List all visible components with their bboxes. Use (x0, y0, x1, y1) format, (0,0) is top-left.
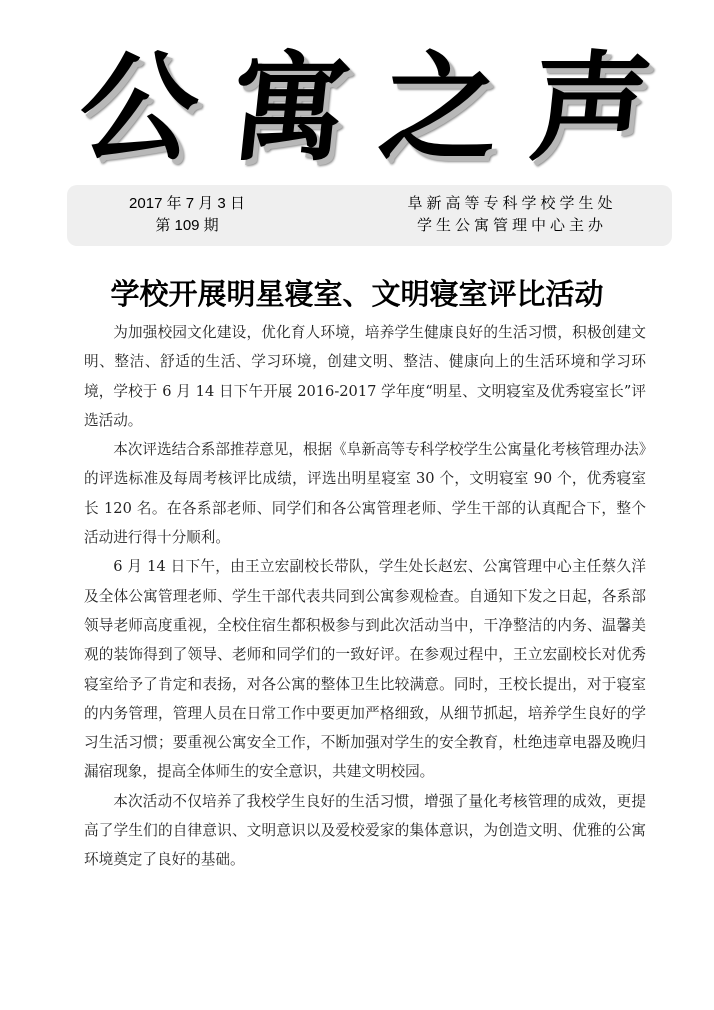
masthead-char: 寓 (223, 39, 356, 177)
publisher-line-2: 学生公寓管理中心主办 (416, 217, 607, 234)
issue-number: 第 109 期 (155, 217, 219, 234)
article-paragraph: 本次活动不仅培养了我校学生良好的生活习惯，增强了量化考核管理的成效，更提高了学生们的自律意识、文明意识以及爱校爱家的集体意识，为创造文明、优雅的公寓环境奠定了良好的基础。 (84, 792, 646, 869)
article-paragraph: 6 月 14 日下午，由王立宏副校长带队，学生处长赵宏、公寓管理中心主任蔡久洋及全体公寓管理老师、学生干部代表共同到公寓参观检查。自通知下发之日起，各系部领导老师高度重视，全校住宿生都积极参与到此次活动当中，干净整洁的内务、温馨美观的装饰得到了领导、老师和同学们的一致好评。在参观过程中，王立宏副校长对优秀寝室给予了肯定和表扬，对各公寓的整体卫生比较满意。同时，王校长提出，对于寝室的内务管理，管理人员在日常工作中要更加严格细致，从细节抓起，培养学生良好的学习生活习惯；要重视公寓安全工作，不断加强对学生的安全教育，杜绝违章电器及晚归漏宿现象，提高全体师生的安全意识，共建文明校园。 (84, 558, 646, 781)
issue-date: 2017 年 7 月 3 日 (129, 195, 245, 212)
publisher-line-1: 阜新高等专科学校学生处 (407, 195, 617, 212)
publisher (367, 193, 657, 237)
article-paragraph: 为加强校园文化建设，优化育人环境，培养学生健康良好的生活习惯，积极创建文明、整洁、舒适的生活、学习环境，创建文明、整洁、健康向上的生活环境和学习环境，学校于 6 月 14 日下午开展 2016-2017 学年度“明星、文明寝室及优秀寝室长”评选活动。 (84, 324, 646, 429)
issue-info-box (67, 185, 672, 246)
masthead-char: 公 (72, 39, 206, 177)
masthead-title (72, 28, 658, 188)
article-headline: 学校开展明星寝室、文明寝室评比活动 (110, 277, 604, 311)
masthead-char: 之 (374, 39, 507, 177)
article-body (84, 318, 646, 875)
article-paragraph: 本次评选结合系部推荐意见，根据《阜新高等专科学校学生公寓量化考核管理办法》的评选标准及每周考核评比成绩，评选出明星寝室 30 个，文明寝室 90 个，优秀寝室长 120 名。在各系部老师、同学们和各公寓管理老师、学生干部的认真配合下，整个活动进行得十分顺利。 (84, 441, 646, 547)
issue-meta (67, 193, 307, 237)
masthead-char: 声 (524, 39, 658, 177)
